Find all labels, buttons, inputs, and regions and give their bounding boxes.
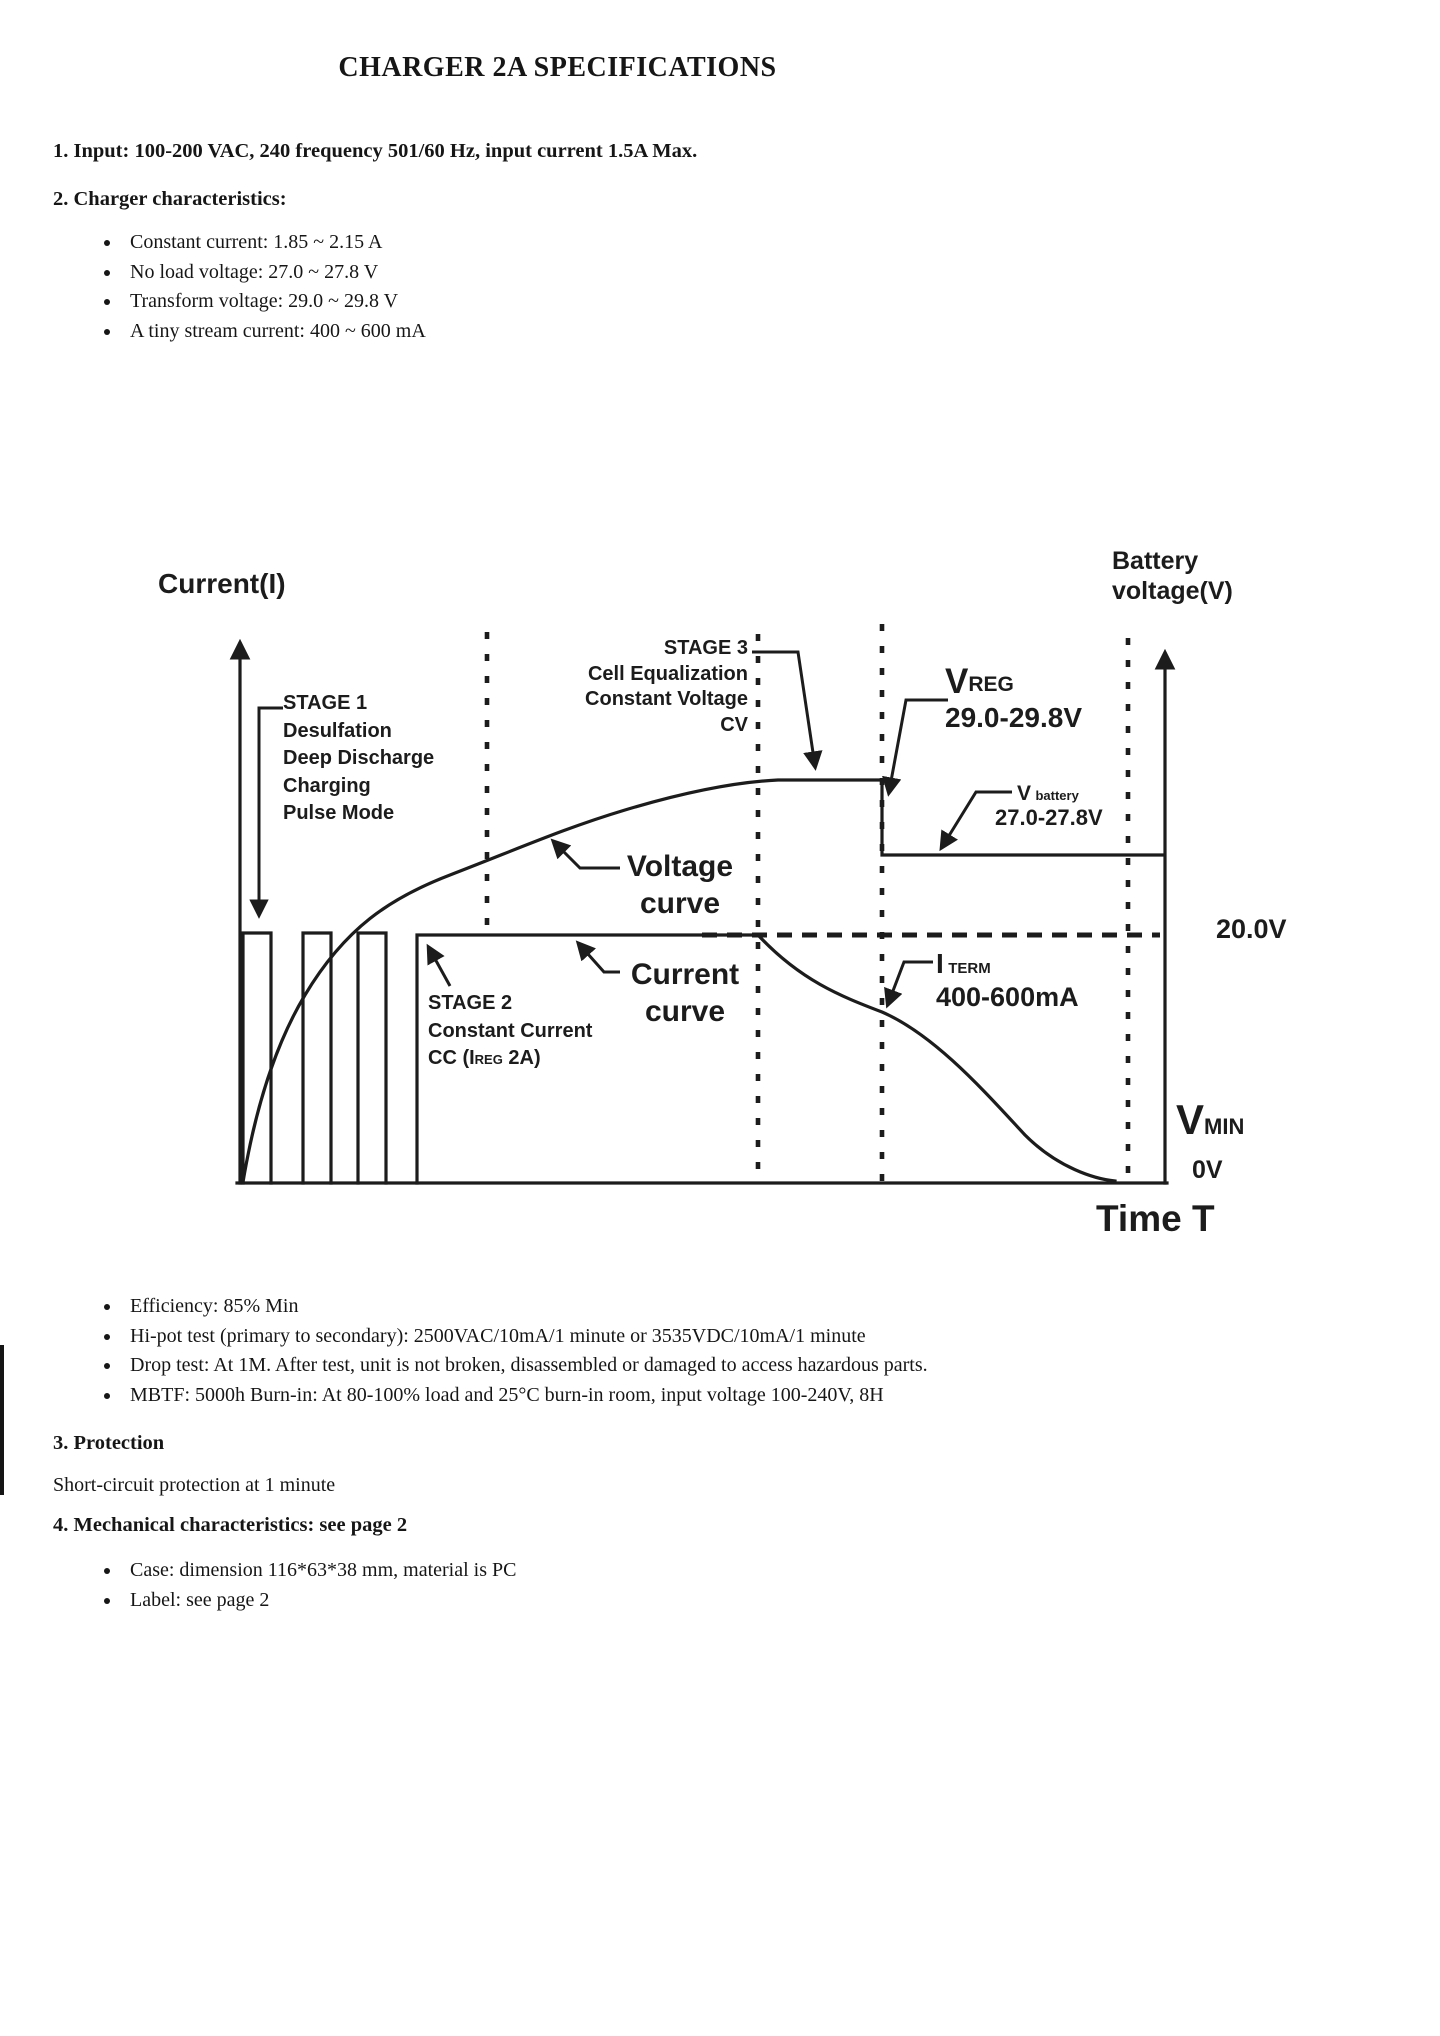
ref-20v-label: 20.0V bbox=[1216, 914, 1287, 944]
vreg-symbol: V bbox=[945, 662, 969, 701]
current-curve-label: Current curve bbox=[630, 958, 740, 1028]
current-axis-label: Current(I) bbox=[158, 568, 286, 599]
stage2-label: STAGE 2 Constant Current CC (IREG 2A) bbox=[428, 992, 593, 1069]
bullet-item: • Label: see page 2 bbox=[122, 1586, 516, 1616]
vreg-label: VREG 29.0-29.8V bbox=[945, 662, 1082, 733]
bullet-item: • No load voltage: 27.0 ~ 27.8 V bbox=[122, 258, 426, 288]
mechanical-heading: 4. Mechanical characteristics: see page 2 bbox=[53, 1514, 408, 1536]
stage1-pointer-arrow bbox=[259, 708, 283, 914]
pulse-mode-bars bbox=[243, 933, 386, 1183]
iterm-label: I TERM 400-600mA bbox=[936, 948, 1079, 1012]
vbattery-label: V battery 27.0-27.8V bbox=[995, 782, 1103, 830]
bullet-item: • Constant current: 1.85 ~ 2.15 A bbox=[122, 228, 426, 258]
charger-bullet-list-2 bbox=[122, 1292, 928, 1410]
protection-text: Short-circuit protection at 1 minute bbox=[53, 1474, 336, 1496]
vbattery-symbol: V bbox=[1017, 782, 1032, 805]
protection-heading: 3. Protection bbox=[53, 1432, 165, 1454]
charger-bullet-list bbox=[122, 228, 426, 346]
stage2-pointer-arrow bbox=[429, 948, 450, 986]
vreg-pointer-arrow bbox=[889, 700, 948, 792]
bullet-item: • Efficiency: 85% Min bbox=[122, 1292, 928, 1322]
stage3-label: STAGE 3 Cell Equalization Constant Voltage CV bbox=[585, 637, 748, 736]
iterm-symbol: I bbox=[936, 948, 944, 979]
stage3-pointer-arrow bbox=[752, 652, 815, 766]
battery-charging-diagram bbox=[0, 420, 1440, 1300]
bullet-item: • Case: dimension 116*63*38 mm, material is PC bbox=[122, 1556, 516, 1586]
iterm-pointer-arrow bbox=[888, 962, 933, 1004]
time-axis-label: Time T bbox=[1096, 1198, 1215, 1239]
iterm-range: 400-600mA bbox=[936, 982, 1079, 1012]
stage1-label: STAGE 1 Desulfation Deep Discharge Charging Pulse Mode bbox=[283, 692, 435, 824]
voltage-curve-label: Voltage curve bbox=[626, 850, 734, 920]
bullet-item: • MBTF: 5000h Burn-in: At 80-100% load and 25°C burn-in room, input voltage 100-240V, 8H bbox=[122, 1381, 928, 1411]
vreg-range: 29.0-29.8V bbox=[945, 702, 1082, 733]
zero-volt-label: 0V bbox=[1192, 1156, 1223, 1184]
bullet-item: • Transform voltage: 29.0 ~ 29.8 V bbox=[122, 287, 426, 317]
bullet-item: • Drop test: At 1M. After test, unit is not broken, disassembled or damaged to access hazardous parts. bbox=[122, 1351, 928, 1381]
scan-artifact bbox=[0, 1345, 4, 1495]
vmin-label: VMIN bbox=[1176, 1096, 1245, 1143]
bullet-item: • Hi-pot test (primary to secondary): 2500VAC/10mA/1 minute or 3535VDC/10mA/1 minute bbox=[122, 1322, 928, 1352]
bullet-item: • A tiny stream current: 400 ~ 600 mA bbox=[122, 317, 426, 347]
input-spec-line: 1. Input: 100-200 VAC, 240 frequency 501/60 Hz, input current 1.5A Max. bbox=[53, 140, 698, 162]
page-title: CHARGER 2A SPECIFICATIONS bbox=[338, 52, 777, 83]
mechanical-bullet-list bbox=[122, 1556, 516, 1615]
vbattery-range: 27.0-27.8V bbox=[995, 805, 1103, 830]
charger-characteristics-heading: 2. Charger characteristics: bbox=[53, 188, 287, 210]
battery-voltage-axis-label: Battery voltage(V) bbox=[1112, 547, 1233, 605]
